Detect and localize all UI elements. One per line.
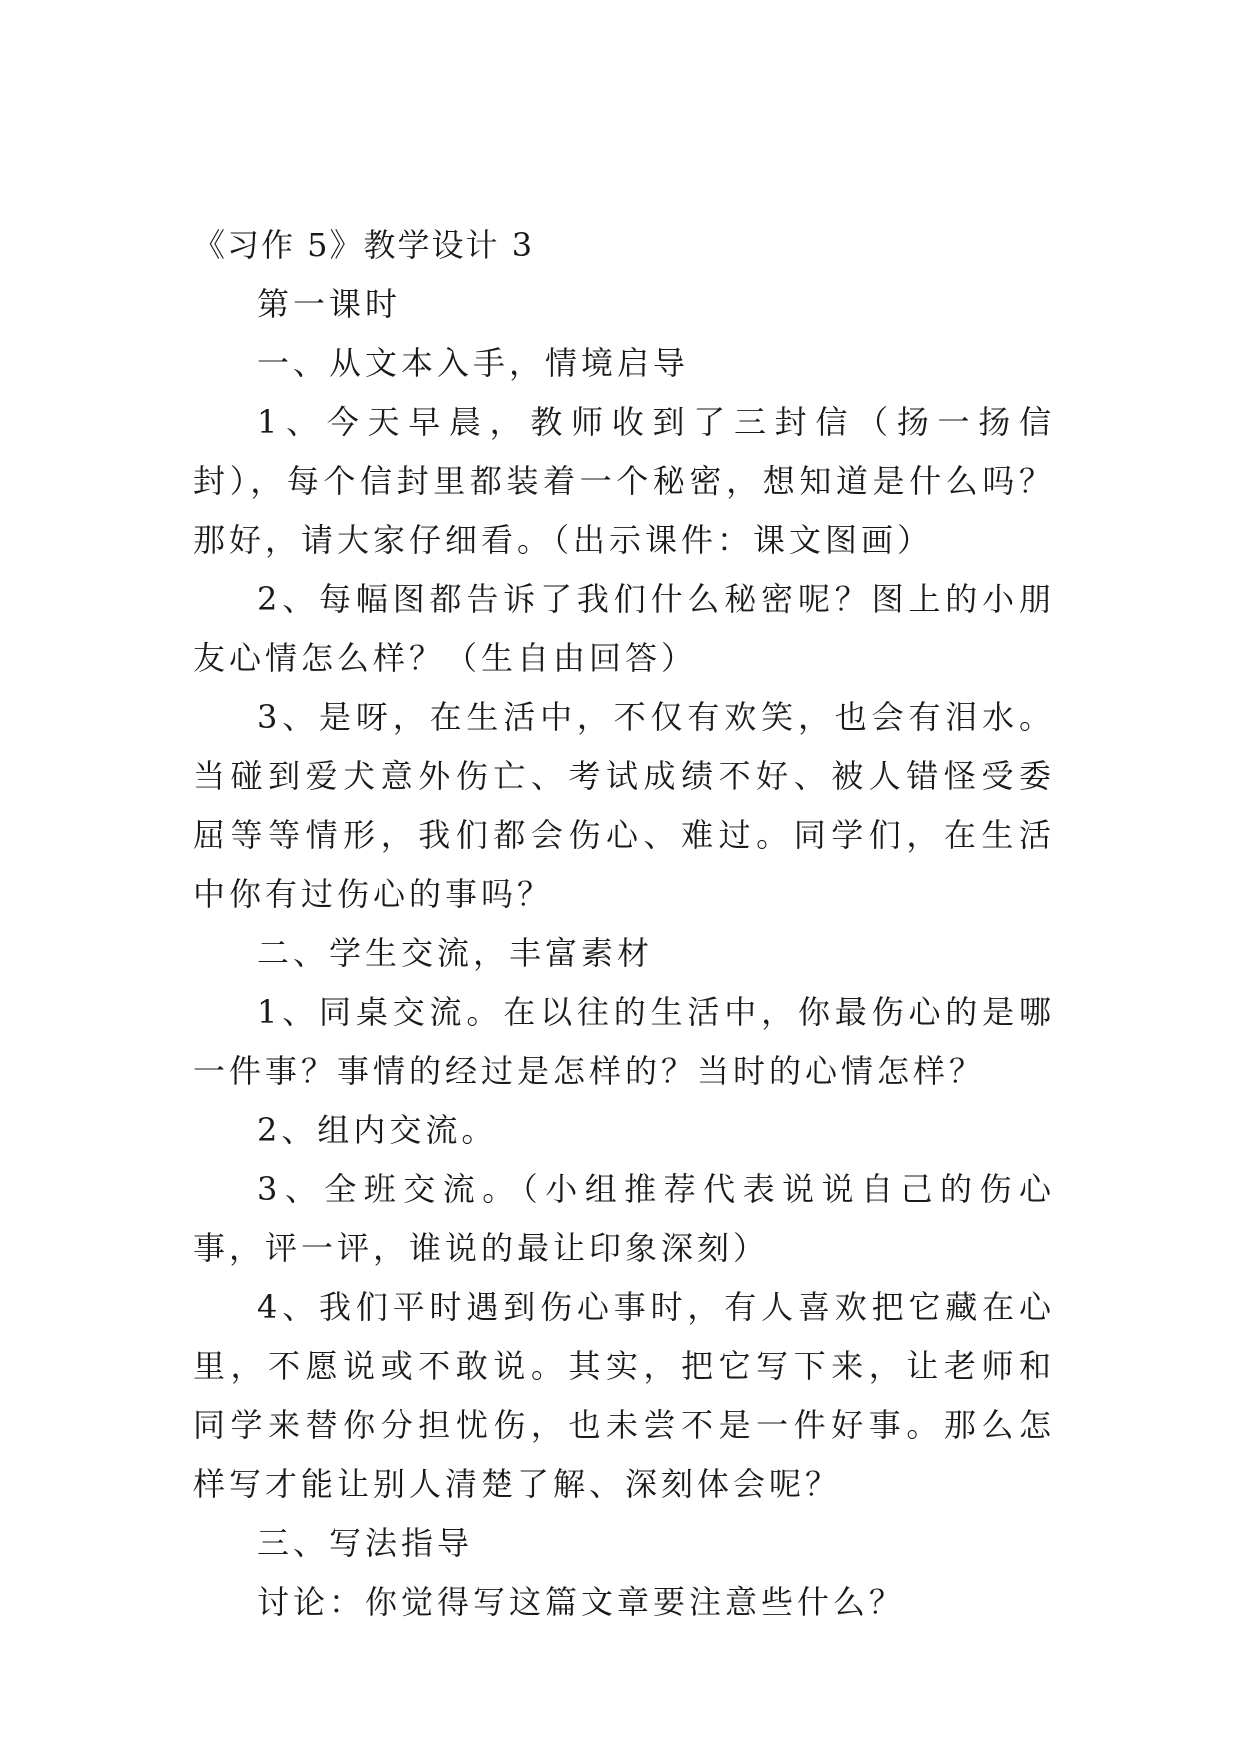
section2-paragraph-3: 3、全班交流。（小组推荐代表说说自己的伤心事，评一评，谁说的最让印象深刻） bbox=[193, 1170, 1055, 1267]
section2-paragraph-1: 1、同桌交流。在以往的生活中，你最伤心的是哪一件事？事情的经过是怎样的？当时的心情怎样？ bbox=[193, 993, 1055, 1090]
document-title: 《习作 5》教学设计 3 bbox=[193, 226, 535, 264]
section-heading-1: 一、从文本入手，情境启导 bbox=[257, 344, 690, 382]
section1-paragraph-1: 1、今天早晨，教师收到了三封信（扬一扬信封），每个信封里都装着一个秘密，想知道是什么吗？那好，请大家仔细看。（出示课件：课文图画） bbox=[193, 403, 1055, 559]
section2-paragraph-4: 4、我们平时遇到伤心事时，有人喜欢把它藏在心里，不愿说或不敢说。其实，把它写下来，让老师和同学来替你分担忧伤，也未尝不是一件好事。那么怎样写才能让别人清楚了解、深刻体会呢？ bbox=[193, 1288, 1055, 1503]
section2-paragraph-2: 2、组内交流。 bbox=[257, 1111, 498, 1149]
section1-paragraph-2: 2、每幅图都告诉了我们什么秘密呢？图上的小朋友心情怎么样？（生自由回答） bbox=[193, 580, 1055, 677]
lesson-label: 第一课时 bbox=[257, 285, 402, 323]
document-page bbox=[193, 216, 1055, 1632]
section-heading-3: 三、写法指导 bbox=[257, 1524, 474, 1562]
section1-paragraph-3: 3、是呀，在生活中，不仅有欢笑，也会有泪水。当碰到爱犬意外伤亡、考试成绩不好、被人错怪受委屈等等情形，我们都会伤心、难过。同学们，在生活中你有过伤心的事吗？ bbox=[193, 698, 1055, 913]
section-heading-2: 二、学生交流，丰富素材 bbox=[257, 934, 654, 972]
section3-paragraph-1: 讨论：你觉得写这篇文章要注意些什么？ bbox=[257, 1583, 906, 1621]
